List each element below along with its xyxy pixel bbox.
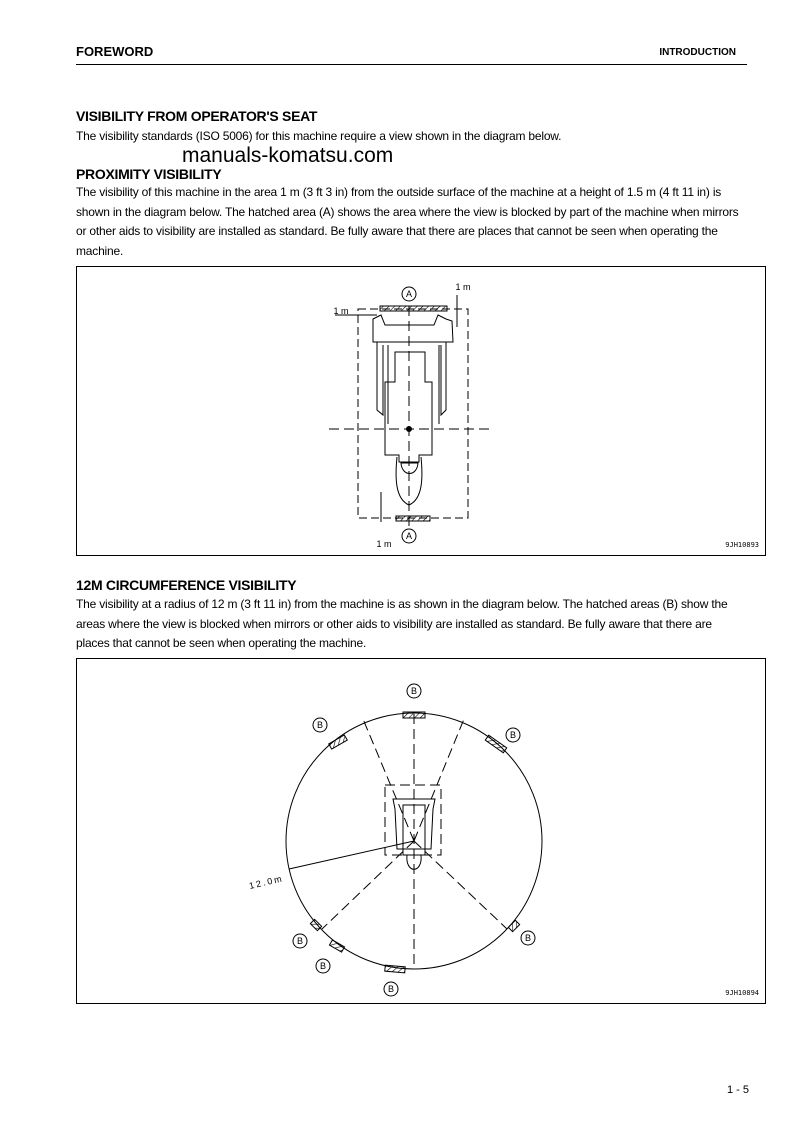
label-b: B (524, 933, 532, 943)
figure-circumference (76, 658, 766, 1004)
label-b: B (296, 936, 304, 946)
dim-left: 1 m (333, 306, 349, 316)
label-a-top: A (405, 289, 413, 299)
page-number: 1 - 5 (726, 1084, 749, 1096)
header-section: FOREWORD (76, 44, 154, 59)
section-title-circumference: 12M CIRCUMFERENCE VISIBILITY (76, 577, 297, 593)
label-b: B (316, 720, 324, 730)
dim-bottom: 1 m (376, 539, 392, 549)
section-title-proximity: PROXIMITY VISIBILITY (76, 166, 222, 182)
radius-label: 12.0m (248, 873, 285, 891)
watermark: manuals-komatsu.com (182, 144, 394, 167)
dim-top-right: 1 m (455, 282, 471, 292)
section-text-visibility: The visibility standards (ISO 5006) for this machine require a view shown in the diagram below. (76, 129, 562, 143)
label-a-bottom: A (405, 531, 413, 541)
proximity-diagram (77, 267, 765, 555)
figure-proximity (76, 266, 766, 556)
label-b: B (319, 961, 327, 971)
section-text-proximity: The visibility of this machine in the area 1 m (3 ft 3 in) from the outside surface of the machine at a height of 1.5 m (4 ft 11 in) is shown in the diagram below. The hatched area (A) shows the area where the view is blocked by part of the machine when mirrors or other aids to visibility are installed as standard. Be fully aware that there are places that cannot be seen when operating the machine. (76, 185, 739, 258)
circumference-diagram (77, 659, 765, 1003)
figure-code: 9JH10893 (725, 541, 759, 549)
label-b: B (509, 730, 517, 740)
section-text-circumference: The visibility at a radius of 12 m (3 ft 11 in) from the machine is as shown in the diagram below. The hatched areas (B) show the areas where the view is blocked when mirrors or other aids to visibility are installed as standard. Be fully aware that there are places that cannot be seen when operating the machine. (76, 597, 728, 650)
header-rule (76, 64, 747, 65)
header-chapter: INTRODUCTION (659, 47, 736, 58)
label-b: B (387, 984, 395, 994)
figure-code: 9JH10894 (725, 989, 759, 997)
section-title-visibility: VISIBILITY FROM OPERATOR'S SEAT (76, 108, 318, 124)
label-b: B (410, 686, 418, 696)
